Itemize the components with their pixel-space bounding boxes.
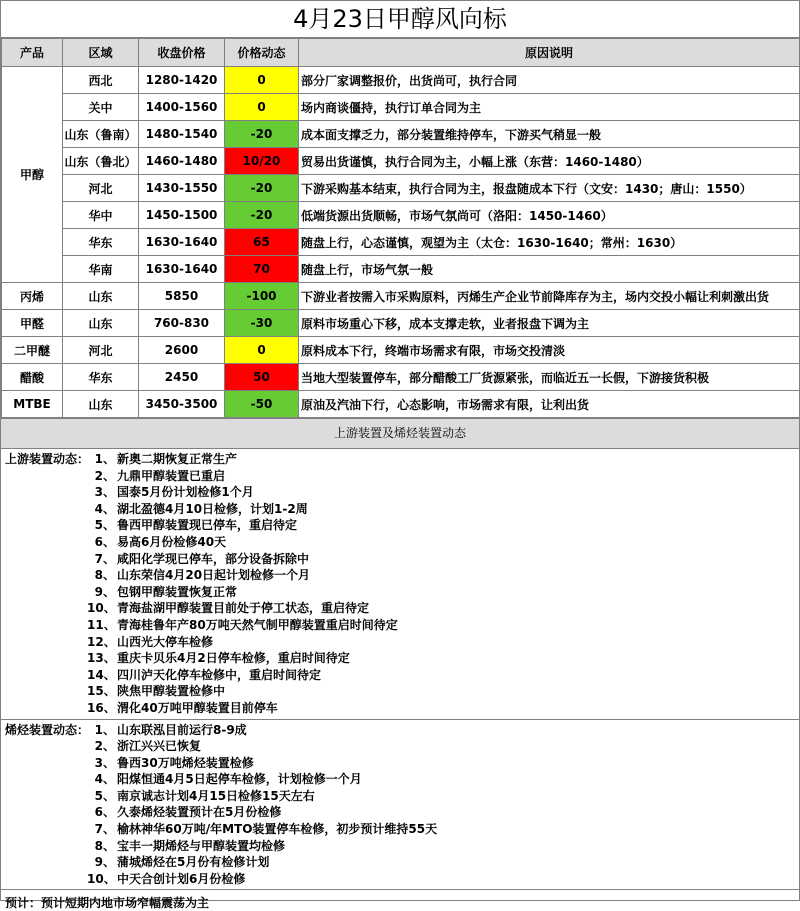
list-number: 6、 (94, 534, 115, 549)
reason-cell: 低端货源出货顺畅，市场气氛尚可（洛阳：1450-1460） (299, 202, 800, 229)
list-number: 4、 (94, 772, 115, 787)
table-row (2, 337, 800, 364)
list-text: 南京诚志计划4月15日检修15天左右 (117, 788, 315, 803)
list-number: 9、 (94, 584, 115, 599)
list-item (5, 854, 799, 871)
list-text: 山东联泓目前运行8-9成 (117, 722, 247, 737)
list-number: 3、 (94, 485, 115, 500)
list-number: 13、 (87, 651, 116, 666)
list-text: 中天合创计划6月份检修 (117, 871, 246, 886)
list-item (5, 804, 799, 821)
change-cell: 0 (225, 94, 299, 121)
region-cell: 河北 (63, 337, 139, 364)
reason-cell: 当地大型装置停车，部分醋酸工厂货源紧张，而临近五一长假，下游接货积极 (299, 364, 800, 391)
olefin-block (1, 720, 799, 891)
price-cell: 3450-3500 (139, 391, 225, 418)
list-text: 阳煤恒通4月5日起停车检修，计划检修一个月 (117, 772, 362, 787)
list-text: 渭化40万吨甲醇装置目前停车 (117, 700, 278, 715)
product-cell: 醋酸 (2, 364, 63, 391)
header-change: 价格动态 (225, 39, 299, 67)
region-cell: 河北 (63, 175, 139, 202)
list-item (5, 551, 799, 568)
change-cell: -50 (225, 391, 299, 418)
list-text: 九鼎甲醇装置已重启 (117, 468, 226, 483)
list-text: 新奥二期恢复正常生产 (117, 452, 238, 466)
change-cell: -100 (225, 283, 299, 310)
region-cell: 山东（鲁北） (63, 148, 139, 175)
list-item (5, 821, 799, 838)
list-text: 浙江兴兴已恢复 (117, 739, 202, 754)
change-cell: -20 (225, 202, 299, 229)
list-item (5, 738, 799, 755)
reason-cell: 原油及汽油下行，心态影响，市场需求有限，让利出货 (299, 391, 800, 418)
region-cell: 华东 (63, 229, 139, 256)
change-cell: 70 (225, 256, 299, 283)
product-cell: 甲醇 (2, 67, 63, 283)
region-cell: 华南 (63, 256, 139, 283)
list-label: 烯烃装置动态： (5, 722, 90, 737)
list-text: 重庆卡贝乐4月2日停车检修，重启时间待定 (117, 651, 350, 666)
price-cell: 1480-1540 (139, 121, 225, 148)
price-cell: 1450-1500 (139, 202, 225, 229)
list-text: 湖北盈德4月10日检修，计划1-2周 (117, 501, 308, 516)
reason-cell: 部分厂家调整报价，出货尚可，执行合同 (299, 67, 800, 94)
list-item (5, 517, 799, 534)
reason-cell: 下游采购基本结束，执行合同为主，报盘随成本下行（文安：1430；唐山：1550） (299, 175, 800, 202)
price-cell: 5850 (139, 283, 225, 310)
list-number: 5、 (94, 518, 115, 533)
list-item (5, 617, 799, 634)
change-cell: -20 (225, 175, 299, 202)
list-item (5, 755, 799, 772)
table-row (2, 391, 800, 418)
reason-cell: 贸易出货谨慎，执行合同为主，小幅上涨（东营：1460-1480） (299, 148, 800, 175)
change-cell: 10/20 (225, 148, 299, 175)
list-number: 2、 (94, 739, 115, 754)
list-number: 16、 (87, 700, 116, 715)
list-item (5, 683, 799, 700)
price-cell: 1460-1480 (139, 148, 225, 175)
list-text: 鲁西甲醇装置现已停车，重启待定 (117, 518, 298, 533)
list-text: 陕焦甲醇装置检修中 (117, 684, 226, 699)
list-text: 国泰5月份计划检修1个月 (117, 485, 254, 500)
table-row (2, 310, 800, 337)
list-number: 8、 (94, 568, 115, 583)
reason-cell: 成本面支撑乏力，部分装置维持停车，下游买气稍显一般 (299, 121, 800, 148)
price-table (1, 38, 800, 418)
page-title: 4月23日甲醇风向标 (1, 1, 799, 38)
price-cell: 760-830 (139, 310, 225, 337)
list-text: 山西光大停车检修 (117, 634, 214, 649)
change-cell: 50 (225, 364, 299, 391)
price-cell: 2600 (139, 337, 225, 364)
list-number: 7、 (94, 551, 115, 566)
list-number: 8、 (94, 838, 115, 853)
table-row (2, 229, 800, 256)
list-number: 4、 (94, 501, 115, 516)
list-number: 2、 (94, 468, 115, 483)
list-item (5, 788, 799, 805)
list-item (5, 468, 799, 485)
list-text: 青海桂鲁年产80万吨天然气制甲醇装置重启时间待定 (117, 617, 398, 632)
list-text: 四川泸天化停车检修中，重启时间待定 (117, 667, 322, 682)
reason-cell: 原料成本下行，终端市场需求有限，市场交投清淡 (299, 337, 800, 364)
table-row (2, 148, 800, 175)
list-number: 15、 (87, 684, 116, 699)
list-item (5, 650, 799, 667)
price-cell: 1400-1560 (139, 94, 225, 121)
region-cell: 华中 (63, 202, 139, 229)
region-cell: 山东（鲁南） (63, 121, 139, 148)
list-number: 12、 (87, 634, 116, 649)
list-label: 上游装置动态： (5, 452, 90, 466)
table-row (2, 283, 800, 310)
region-cell: 山东 (63, 391, 139, 418)
region-cell: 关中 (63, 94, 139, 121)
product-cell: 甲醛 (2, 310, 63, 337)
list-text: 宝丰一期烯烃与甲醇装置均检修 (117, 838, 286, 853)
list-text: 鲁西30万吨烯烃装置检修 (117, 755, 254, 770)
table-body (2, 67, 800, 418)
region-cell: 华东 (63, 364, 139, 391)
list-item (5, 771, 799, 788)
region-cell: 山东 (63, 310, 139, 337)
list-number: 10、 (87, 601, 116, 616)
product-cell: MTBE (2, 391, 63, 418)
list-item (5, 451, 799, 468)
list-number: 1、 (94, 452, 115, 466)
table-row (2, 94, 800, 121)
change-cell: -20 (225, 121, 299, 148)
table-row (2, 202, 800, 229)
table-row (2, 256, 800, 283)
upstream-block (1, 449, 799, 720)
region-cell: 山东 (63, 283, 139, 310)
change-cell: 65 (225, 229, 299, 256)
reason-cell: 随盘上行，心态谨慎，观望为主（太仓：1630-1640；常州：1630） (299, 229, 800, 256)
list-text: 榆林神华60万吨/年MTO装置停车检修，初步预计维持55天 (117, 822, 438, 837)
list-text: 易高6月份检修40天 (117, 534, 227, 549)
header-region: 区域 (63, 39, 139, 67)
list-number: 14、 (87, 667, 116, 682)
header-reason: 原因说明 (299, 39, 800, 67)
change-cell: 0 (225, 67, 299, 94)
price-cell: 1630-1640 (139, 229, 225, 256)
forecast-text: 预计：预计短期内地市场窄幅震荡为主 (5, 896, 210, 911)
product-cell: 二甲醚 (2, 337, 63, 364)
price-cell: 1430-1550 (139, 175, 225, 202)
list-item (5, 534, 799, 551)
list-text: 青海盐湖甲醇装置目前处于停工状态，重启待定 (117, 601, 370, 616)
reason-cell: 场内商谈僵持，执行订单合同为主 (299, 94, 800, 121)
list-item (5, 667, 799, 684)
list-item (5, 501, 799, 518)
list-number: 6、 (94, 805, 115, 820)
change-cell: 0 (225, 337, 299, 364)
list-text: 久泰烯烃装置预计在5月份检修 (117, 805, 282, 820)
list-text: 咸阳化学现已停车，部分设备拆除中 (117, 551, 310, 566)
list-item (5, 871, 799, 888)
table-row (2, 67, 800, 94)
section-title: 上游装置及烯烃装置动态 (1, 418, 799, 449)
price-cell: 1280-1420 (139, 67, 225, 94)
list-item (5, 838, 799, 855)
list-text: 蒲城烯烃在5月份有检修计划 (117, 855, 270, 870)
list-item (5, 484, 799, 501)
table-row (2, 121, 800, 148)
list-number: 11、 (87, 617, 116, 632)
list-item (5, 567, 799, 584)
price-cell: 2450 (139, 364, 225, 391)
table-row (2, 364, 800, 391)
list-item (5, 722, 799, 739)
product-cell: 丙烯 (2, 283, 63, 310)
header-price: 收盘价格 (139, 39, 225, 67)
reason-cell: 随盘上行，市场气氛一般 (299, 256, 800, 283)
list-number: 3、 (94, 755, 115, 770)
list-number: 7、 (94, 822, 115, 837)
list-item (5, 600, 799, 617)
table-row (2, 175, 800, 202)
list-item (5, 584, 799, 601)
list-item (5, 634, 799, 651)
list-number: 10、 (87, 871, 116, 886)
change-cell: -30 (225, 310, 299, 337)
table-header-row (2, 39, 800, 67)
reason-cell: 原料市场重心下移，成本支撑走软，业者报盘下调为主 (299, 310, 800, 337)
list-text: 包钢甲醇装置恢复正常 (117, 584, 238, 599)
header-product: 产品 (2, 39, 63, 67)
list-item (5, 700, 799, 717)
list-number: 9、 (94, 855, 115, 870)
list-number: 1、 (94, 722, 115, 737)
price-cell: 1630-1640 (139, 256, 225, 283)
region-cell: 西北 (63, 67, 139, 94)
list-text: 山东荣信4月20日起计划检修一个月 (117, 568, 311, 583)
reason-cell: 下游业者按需入市采购原料，丙烯生产企业节前降库存为主，场内交投小幅让利刺激出货 (299, 283, 800, 310)
list-number: 5、 (94, 788, 115, 803)
